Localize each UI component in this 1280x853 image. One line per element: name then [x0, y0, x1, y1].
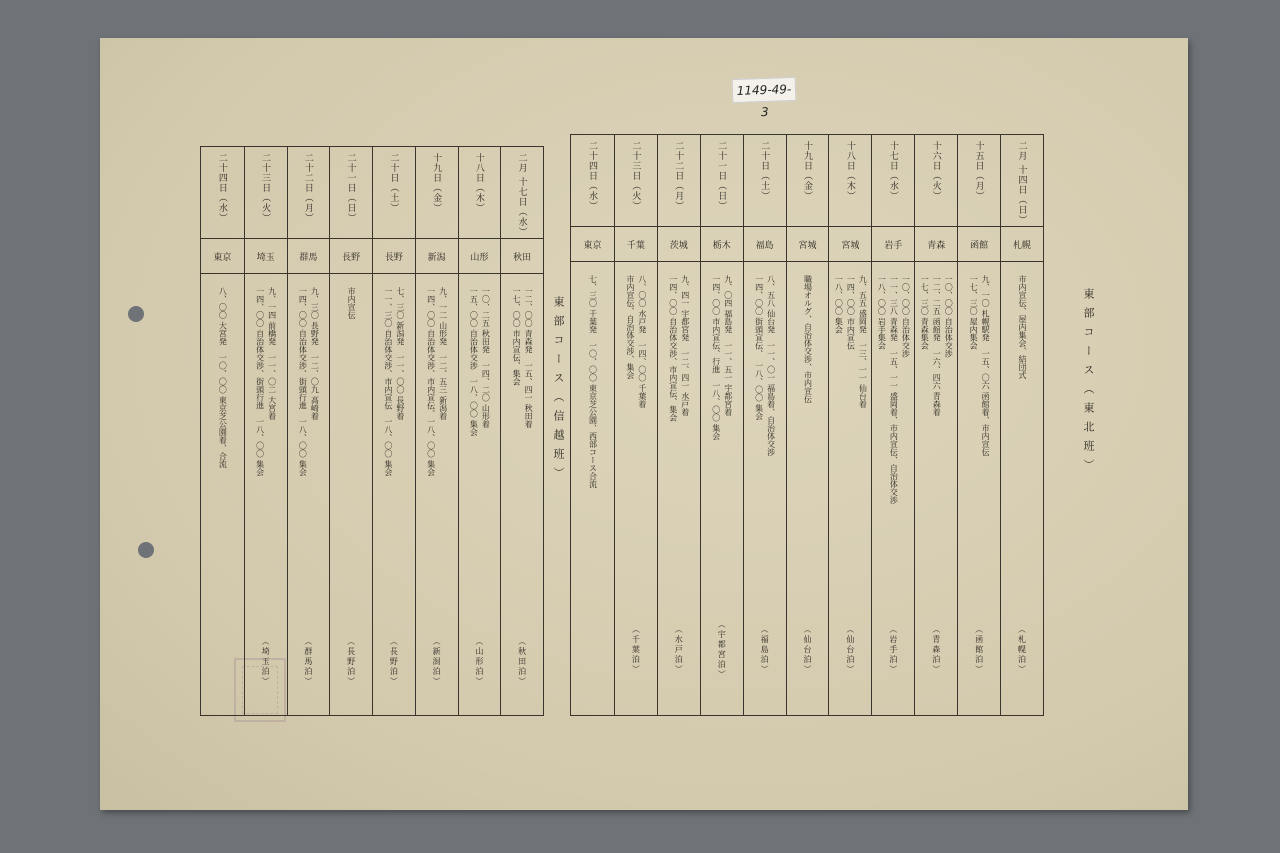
schedule-line: 一二、〇〇 青森発 一五、四一 秋田着 — [524, 287, 534, 429]
schedule-column — [914, 135, 957, 715]
date-cell: 十六日（火） — [915, 135, 957, 227]
lodging-cell: （群馬泊） — [303, 637, 313, 687]
lodging-cell — [571, 605, 614, 695]
schedule-cell — [915, 275, 957, 595]
schedule-cell — [245, 287, 287, 607]
schedule-line: 一〇、〇〇 自治体交渉 — [944, 275, 954, 358]
schedule-line: 一八、〇〇 岩手集会 — [877, 275, 887, 350]
schedule-column — [700, 135, 743, 715]
schedule-line: 一七、〇〇 市内宣伝、集会 — [512, 287, 522, 386]
lodging-cell: （函館泊） — [974, 625, 984, 675]
schedule-line: 九、一四 前橋発 一一、〇二 大宮着 — [267, 287, 277, 421]
date-cell: 二十三日（火） — [615, 135, 657, 227]
schedule-column — [201, 147, 244, 715]
schedule-cell — [701, 275, 743, 595]
lodging-cell: （山形泊） — [474, 637, 484, 687]
schedule-cell — [1001, 275, 1043, 595]
schedule-column — [786, 135, 829, 715]
schedule-cell — [373, 287, 415, 607]
schedule-line: 九、〇四 福島発 一一、五一 宇都宮着 — [723, 275, 733, 417]
date-cell: 二十日（土） — [744, 135, 786, 227]
schedule-line: 一七、三〇 青森集会 — [920, 275, 930, 350]
lodging-cell: （仙台泊） — [845, 625, 855, 675]
date-cell: 二十二日（月） — [288, 147, 330, 239]
schedule-cell — [744, 275, 786, 595]
lodging-cell: （札幌泊） — [1017, 625, 1027, 675]
schedule-line: 九、四一 宇都宮発 一二、四一 水戸着 — [680, 275, 690, 417]
schedule-line: 一一、三〇 自治体交渉、市内宣伝 一八、〇〇 集会 — [383, 287, 393, 477]
schedule-cell — [288, 287, 330, 607]
lodging-cell — [201, 617, 244, 707]
punch-hole — [128, 306, 144, 322]
date-cell: 二十三日（火） — [245, 147, 287, 239]
schedule-cell — [615, 275, 657, 595]
lodging-cell: （仙台泊） — [803, 625, 813, 675]
schedule-line: 九、五五 盛岡発 一三、一一 仙台着 — [858, 275, 868, 409]
schedule-column — [828, 135, 871, 715]
schedule-line: 八、五八 仙台発 一一、〇一 福島着、自治体交渉 — [766, 275, 776, 457]
schedule-cell — [872, 275, 914, 595]
lodging-cell: （埼玉泊） — [261, 637, 271, 687]
schedule-cell — [330, 287, 372, 607]
schedule-line: 八、〇〇 大宮発 一〇、〇〇 東京芝公園着、合流 — [218, 287, 228, 469]
schedule-cell — [829, 275, 871, 595]
lodging-cell: （長野泊） — [346, 637, 356, 687]
lodging-cell: （秋田泊） — [517, 637, 527, 687]
prefecture-cell: 東京 — [201, 239, 244, 274]
prefecture-cell: 新潟 — [416, 239, 458, 274]
schedule-line: 一二、二五 函館発 一六、四六 青森着 — [932, 275, 942, 417]
punch-hole — [138, 542, 154, 558]
prefecture-cell: 山形 — [459, 239, 501, 274]
schedule-column — [614, 135, 657, 715]
schedule-line: 一〇、二五 秋田発 一四、二〇 山形着 — [481, 287, 491, 429]
schedule-line: 一四、〇〇 市内宣伝 — [846, 275, 856, 350]
schedule-column — [871, 135, 914, 715]
prefecture-cell: 群馬 — [288, 239, 330, 274]
date-cell: 十八日（木） — [829, 135, 871, 227]
schedule-table-shinetsu — [200, 146, 544, 716]
schedule-column — [458, 147, 501, 715]
schedule-column — [372, 147, 415, 715]
date-cell: 十九日（金） — [787, 135, 829, 227]
schedule-line: 市内宣伝、自治体交渉、集会 — [625, 275, 635, 379]
date-cell: 二十一日（日） — [701, 135, 743, 227]
schedule-column — [571, 135, 614, 715]
schedule-line: 一〇、〇〇 自治体交渉 — [901, 275, 911, 358]
schedule-column — [743, 135, 786, 715]
lodging-cell: （青森泊） — [931, 625, 941, 675]
prefecture-cell: 函館 — [958, 227, 1000, 262]
schedule-line: 一四、〇〇 自治体交渉、市内宣伝、一八、〇〇 集会 — [426, 287, 436, 477]
schedule-column — [657, 135, 700, 715]
schedule-cell — [201, 287, 244, 607]
lodging-cell: （長野泊） — [389, 637, 399, 687]
archive-tag: 1149-49-3 — [732, 77, 797, 103]
prefecture-cell: 青森 — [915, 227, 957, 262]
prefecture-cell: 埼玉 — [245, 239, 287, 274]
schedule-line: 七、三〇 新潟発 一一、〇〇 長野着 — [395, 287, 405, 421]
schedule-cell — [787, 275, 829, 595]
schedule-column — [244, 147, 287, 715]
schedule-line: 一四、〇〇 自治体交渉、市内宣伝、集会 — [668, 275, 678, 422]
date-cell: 十五日（月） — [958, 135, 1000, 227]
schedule-line: 市内宣伝 — [347, 287, 357, 319]
prefecture-cell: 長野 — [373, 239, 415, 274]
date-cell: 二十四日（水） — [201, 147, 244, 239]
prefecture-cell: 千葉 — [615, 227, 657, 262]
prefecture-cell: 茨城 — [658, 227, 700, 262]
schedule-line: 職場オルグ、自治体交渉、市内宣伝 — [803, 275, 813, 403]
schedule-line: 九、三〇 長野発 一二、〇九 高崎着 — [310, 287, 320, 421]
schedule-cell — [459, 287, 501, 607]
schedule-line: 九、一〇 札幌駅発 一五、〇六 函館着、市内宣伝 — [981, 275, 991, 457]
schedule-cell — [571, 275, 614, 595]
lodging-cell: （千葉泊） — [631, 625, 641, 675]
schedule-line: 一四、〇〇 市内宣伝、行進 一八、〇〇 集会 — [711, 275, 721, 441]
schedule-line: 七、三〇 千葉発 一〇、〇〇 東京芝公園、西部コース合流 — [588, 275, 598, 489]
lodging-cell: （福島泊） — [760, 625, 770, 675]
prefecture-cell: 岩手 — [872, 227, 914, 262]
prefecture-cell: 宮城 — [829, 227, 871, 262]
date-cell: 十八日（木） — [459, 147, 501, 239]
date-cell: 二十四日（水） — [571, 135, 614, 227]
schedule-column — [329, 147, 372, 715]
document-sheet — [100, 38, 1188, 810]
date-cell: 二月 十七日（水） — [501, 147, 543, 239]
schedule-line: 八、〇〇 水戸発 一四、〇〇 千葉着 — [637, 275, 647, 409]
lodging-cell: （岩手泊） — [888, 625, 898, 675]
schedule-cell — [658, 275, 700, 595]
date-cell: 十七日（水） — [872, 135, 914, 227]
schedule-column — [957, 135, 1000, 715]
schedule-column — [415, 147, 458, 715]
schedule-cell — [958, 275, 1000, 595]
schedule-line: 一四、〇〇 自治体交渉、街頭行進 一八、〇〇 集会 — [298, 287, 308, 477]
schedule-line: 一五、〇〇 自治体交渉 一八、〇〇 集会 — [469, 287, 479, 437]
prefecture-cell: 宮城 — [787, 227, 829, 262]
course-title-tohoku: 東部コース（東北班） — [1082, 288, 1095, 478]
prefecture-cell: 福島 — [744, 227, 786, 262]
prefecture-cell: 秋田 — [501, 239, 543, 274]
date-cell: 二月 十四日（日） — [1001, 135, 1043, 227]
schedule-line: 市内宣伝、屋内集会、結団式 — [1018, 275, 1028, 379]
lodging-cell: （宇都宮泊） — [717, 620, 727, 680]
date-cell: 二十一日（日） — [330, 147, 372, 239]
schedule-line: 九、一二 山形発 一二、五三 新潟着 — [438, 287, 448, 421]
prefecture-cell: 東京 — [571, 227, 614, 262]
course-title-shinetsu: 東部コース（信越班） — [552, 296, 565, 486]
schedule-line: 一四、〇〇 街頭宣伝、 一八、〇〇 集会 — [754, 275, 764, 421]
schedule-table-tohoku — [570, 134, 1044, 716]
schedule-column — [500, 147, 543, 715]
schedule-column — [287, 147, 330, 715]
prefecture-cell: 栃木 — [701, 227, 743, 262]
schedule-column — [1000, 135, 1043, 715]
lodging-cell: （新潟泊） — [432, 637, 442, 687]
schedule-line: 一八、〇〇 集会 — [834, 275, 844, 334]
schedule-cell — [416, 287, 458, 607]
date-cell: 十九日（金） — [416, 147, 458, 239]
prefecture-cell: 札幌 — [1001, 227, 1043, 262]
schedule-line: 一一、三八 青森発 一五、一一 盛岡着、市内宣伝、自治体交渉 — [889, 275, 899, 505]
date-cell: 二十二日（月） — [658, 135, 700, 227]
schedule-cell — [501, 287, 543, 607]
prefecture-cell: 長野 — [330, 239, 372, 274]
schedule-line: 一七、三〇 屋内集会 — [969, 275, 979, 350]
date-cell: 二十日（土） — [373, 147, 415, 239]
schedule-line: 一四、〇〇 自治体交渉、街頭行進 一八、〇〇 集会 — [255, 287, 265, 477]
lodging-cell: （水戸泊） — [674, 625, 684, 675]
